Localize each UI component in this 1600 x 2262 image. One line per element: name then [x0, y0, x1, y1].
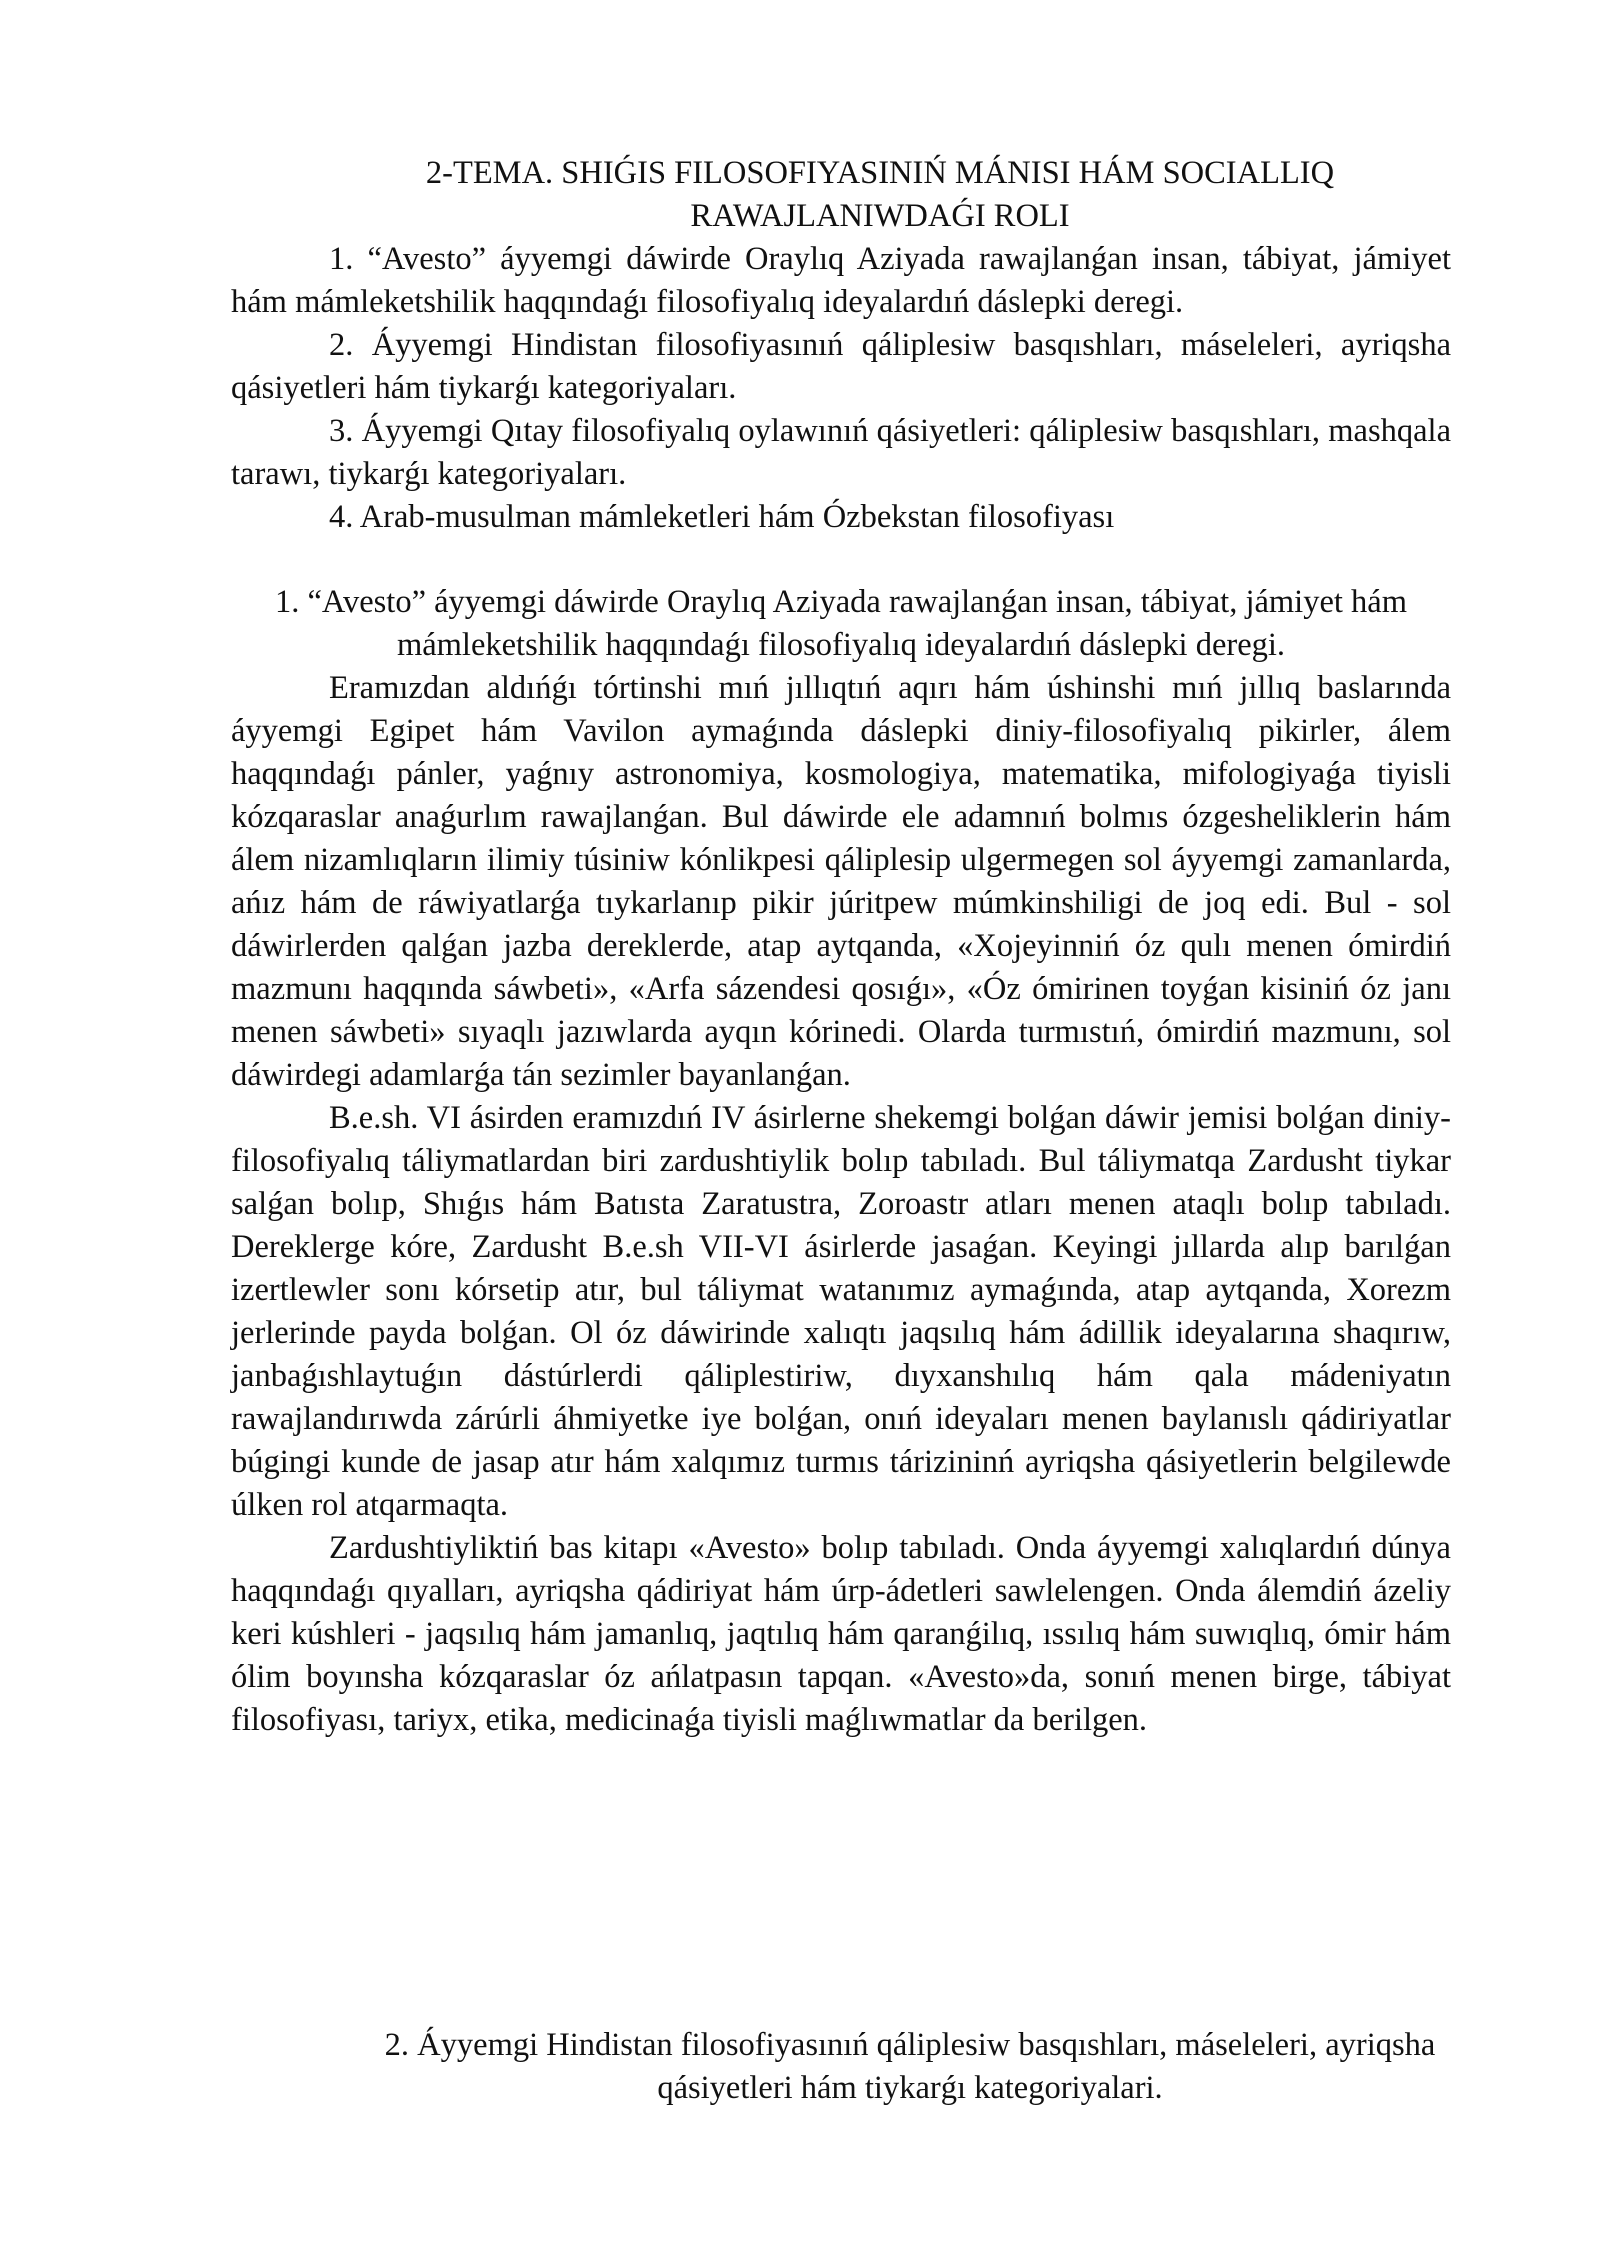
section-1 — [231, 581, 1451, 1742]
section-2-heading: 2. Áyyemgi Hindistan filosofiyasınıń qáliplesiw basqıshları, máseleleri, ayriqsha qásiyetleri hám tiykarǵı kategoriyalari. — [384, 2027, 1436, 2106]
document-title: 2-TEMA. SHIǴIS FILOSOFIYASINIŃ MÁNISI HÁM SOCIALLIQ RAWAJLANIWDAǴI ROLI — [425, 155, 1335, 234]
outline-item-4: 4. Arab-musulman mámleketleri hám Ózbekstan filosofiyası — [329, 499, 1115, 535]
section-1-paragraph-1: Eramızdan aldıńǵı tórtinshi mıń jıllıqtıń aqırı hám úshinshi mıń jıllıq baslarında áyyemgi Egipet hám Vavilon aymaǵında dáslepki diniy-filosofiyalıq pikirler, álem haqqındaǵı pánler, yaǵnıy astronomiya, kosmologiya, matematika, mifologiyaǵa tiyisli kózqaraslar anaǵurlım rawajlanǵan. Bul dáwirde ele adamnıń bolmıs ózgesheliklerin hám álem nizamlıqların ilimiy túsiniw kónlikpesi qáliplesip ulgermegen sol áyyemgi zamanlarda, ańız hám de ráwiyatlarǵa tıykarlanıp pikir júritpew múmkinshiligi de joq edi. Bul - sol dáwirlerden qalǵan jazba dereklerde, atap aytqanda, «Xojeyinniń óz qulı menen ómirdiń mazmunı haqqında sáwbeti», «Arfa sázendesi qosıǵı», «Óz ómirinen toyǵan kisiniń óz janı menen sáwbeti» sıyaqlı jazıwlarda ayqın kórinedi. Olarda turmıstıń, ómirdiń mazmunı, sol dáwirdegi adamlarǵa tán sezimler bayanlanǵan. — [231, 670, 1451, 1093]
section-1-paragraph-3: Zardushtiyliktiń bas kitapı «Avesto» bolıp tabıladı. Onda áyyemgi xalıqlardıń dúnya haqqındaǵı qıyalları, ayriqsha qádiriyat hám úrp-ádetleri sawlelengen. Onda álemdiń ázeliy keri kúshleri - jaqsılıq hám jamanlıq, jaqtılıq hám qaranǵilıq, ıssılıq hám suwıqlıq, ómir hám ólim boyınsha kózqaraslar óz ańlatpasın tapqan. «Avesto»da, sonıń menen birge, tábiyat filosofiyası, tariyx, etika, medicinaǵa tiyisli maǵlıwmatlar da berilgen. — [231, 1530, 1451, 1738]
section-1-paragraph-2: B.e.sh. VI ásirden eramızdıń IV ásirlerne shekemgi bolǵan dáwir jemisi bolǵan diniy-filosofiyalıq táliymatlardan biri zardushtiylik bolıp tabıladı. Bul táliymatqa Zardusht tiykar salǵan bolıp, Shıǵıs hám Batısta Zaratustra, Zoroastr atları menen ataqlı bolıp tabıladı. Dereklerge kóre, Zardusht B.e.sh VII-VI ásirlerde jasaǵan. Keyingi jıllarda alıp barılǵan izertlewler sonı kórsetip atır, bul táliymat watanımız aymaǵında, atap aytqanda, Xorezm jerlerinde payda bolǵan. Ol óz dáwirinde xalıqtı jaqsılıq hám ádillik ideyalarına shaqırıw, janbaǵıshlaytuǵın dástúrlerdi qáliplestiriw, dıyxanshılıq hám qala mádeniyatın rawajlandırıwda zárúrli áhmiyetke iye bolǵan, onıń ideyaları menen baylanıslı qádiriyatlar búgingi kunde de jasap atır hám xalqımız turmıs tárizininń ayriqsha qásiyetlerin belgilewde úlken rol atqarmaqta. — [231, 1100, 1451, 1523]
outline-item-1: 1. “Avesto” áyyemgi dáwirde Oraylıq Aziyada rawajlanǵan insan, tábiyat, jámiyet hám mámleketshilik haqqındaǵı filosofiyalıq ideyalardıń dáslepki deregi. — [231, 241, 1451, 320]
outline-item-2: 2. Áyyemgi Hindistan filosofiyasınıń qáliplesiw basqıshları, máseleleri, ayriqsha qásiyetleri hám tiykarǵı kategoriyaları. — [231, 327, 1451, 406]
topic-outline — [231, 238, 1451, 539]
outline-item-3: 3. Áyyemgi Qıtay filosofiyalıq oylawınıń qásiyetleri: qáliplesiw basqıshları, mashqala tarawı, tiykarǵı kategoriyaları. — [231, 413, 1451, 492]
section-1-heading: 1. “Avesto” áyyemgi dáwirde Oraylıq Aziyada rawajlanǵan insan, tábiyat, jámiyet hám mámleketshilik haqqındaǵı filosofiyalıq ideyalardıń dáslepki deregi. — [275, 584, 1407, 663]
